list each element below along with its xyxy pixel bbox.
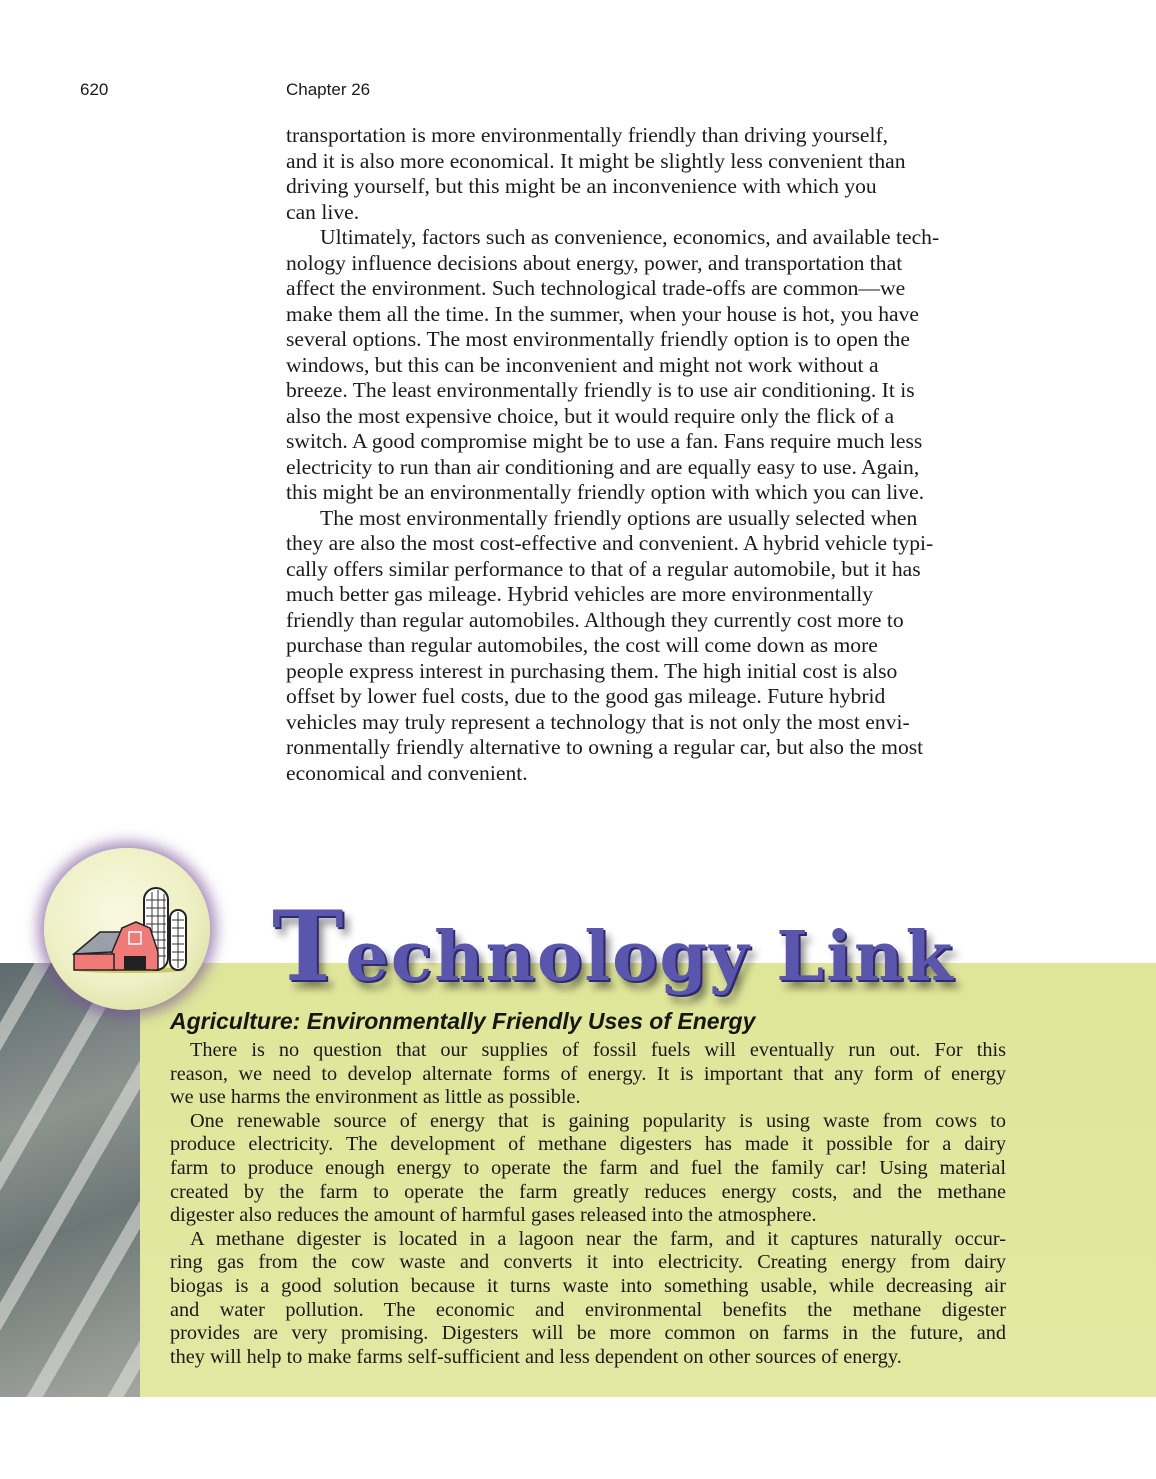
barn-icon	[72, 884, 192, 974]
text-line: this might be an environmentally friendly option with which you can live.	[286, 480, 925, 504]
text-line: and it is also more economical. It might be slightly less convenient than	[286, 148, 906, 173]
text-line: ronmentally friendly alternative to owning a regular car, but also the most	[286, 735, 924, 759]
text-line: offset by lower fuel costs, due to the good gas mileage. Future hybrid	[286, 684, 886, 708]
body-text	[286, 123, 1011, 786]
text-line: several options. The most environmentally friendly option is to open the	[286, 327, 910, 351]
text-line: provides are very promising. Digesters will be more common on farms in the future, and	[170, 1322, 1006, 1345]
text-line: digester also reduces the amount of harmful gases released into the atmosphere.	[170, 1204, 817, 1227]
text-line: farm to produce enough energy to operate the farm and fuel the family car! Using material	[170, 1156, 1006, 1179]
text-line: cally offers similar performance to that of a regular automobile, but it has	[286, 556, 921, 581]
box-text	[170, 1039, 1006, 1369]
text-line: The most environmentally friendly options are usually selected when	[320, 505, 918, 530]
text-line: reason, we need to develop alternate forms of energy. It is important that any form of energy	[170, 1062, 1006, 1085]
text-line: Ultimately, factors such as convenience, economics, and available tech-	[320, 225, 940, 249]
text-line: can live.	[286, 199, 360, 224]
text-line: breeze. The least environmentally friendly is to use air conditioning. It is	[286, 378, 915, 402]
title-rest: echnology Link	[345, 917, 955, 997]
text-line: biogas is a good solution because it turns waste into something usable, while decreasing air	[170, 1274, 1006, 1297]
text-line: and water pollution. The economic and environmental benefits the methane digester	[170, 1298, 1006, 1321]
text-line: nology influence decisions about energy, power, and transportation that	[286, 250, 903, 275]
text-line: vehicles may truly represent a technology that is not only the most envi-	[286, 709, 910, 734]
title-initial: T	[272, 890, 346, 1003]
text-line: produce electricity. The development of methane digesters has made it possible for a dairy	[170, 1133, 1006, 1156]
text-line: There is no question that our supplies of fossil fuels will eventually run out. For this	[190, 1039, 1006, 1061]
text-line: purchase than regular automobiles, the cost will come down as more	[286, 633, 878, 657]
text-line: people express interest in purchasing them. The high initial cost is also	[286, 658, 898, 683]
text-line: switch. A good compromise might be to use a fan. Fans require much less	[286, 429, 923, 453]
text-line: driving yourself, but this might be an inconvenience with which you	[286, 174, 877, 198]
technology-link-title	[272, 890, 954, 1003]
text-line: windows, but this can be inconvenient and might not work without a	[286, 352, 879, 377]
text-line: they will help to make farms self-sufficient and less dependent on other sources of energy.	[170, 1345, 902, 1368]
highway-photo	[0, 963, 140, 1397]
page-number: 620	[80, 80, 109, 99]
text-line: affect the environment. Such technological trade-offs are common—we	[286, 276, 906, 300]
text-line: much better gas mileage. Hybrid vehicles are more environmentally	[286, 582, 874, 606]
text-line: A methane digester is located in a lagoon near the farm, and it captures naturally occur-	[190, 1227, 1006, 1250]
text-line: we use harms the environment as little as possible.	[170, 1086, 581, 1109]
text-line: friendly than regular automobiles. Although they currently cost more to	[286, 607, 904, 632]
text-line: transportation is more environmentally friendly than driving yourself,	[286, 123, 889, 147]
text-line: One renewable source of energy that is gaining popularity is using waste from cows to	[190, 1109, 1006, 1132]
chapter-label: Chapter 26	[286, 80, 371, 99]
text-line: electricity to run than air conditioning and are equally easy to use. Again,	[286, 454, 920, 479]
text-line: ring gas from the cow waste and converts it into electricity. Creating energy from dairy	[170, 1251, 1006, 1274]
text-line: created by the farm to operate the farm greatly reduces energy costs, and the methane	[170, 1180, 1006, 1203]
box-heading: Agriculture: Environmentally Friendly Uses of Energy	[170, 1008, 756, 1034]
text-line: make them all the time. In the summer, when your house is hot, you have	[286, 301, 920, 326]
text-line: economical and convenient.	[286, 760, 528, 785]
text-line: they are also the most cost-effective and convenient. A hybrid vehicle typi-	[286, 531, 934, 555]
text-line: also the most expensive choice, but it would require only the flick of a	[286, 403, 895, 428]
